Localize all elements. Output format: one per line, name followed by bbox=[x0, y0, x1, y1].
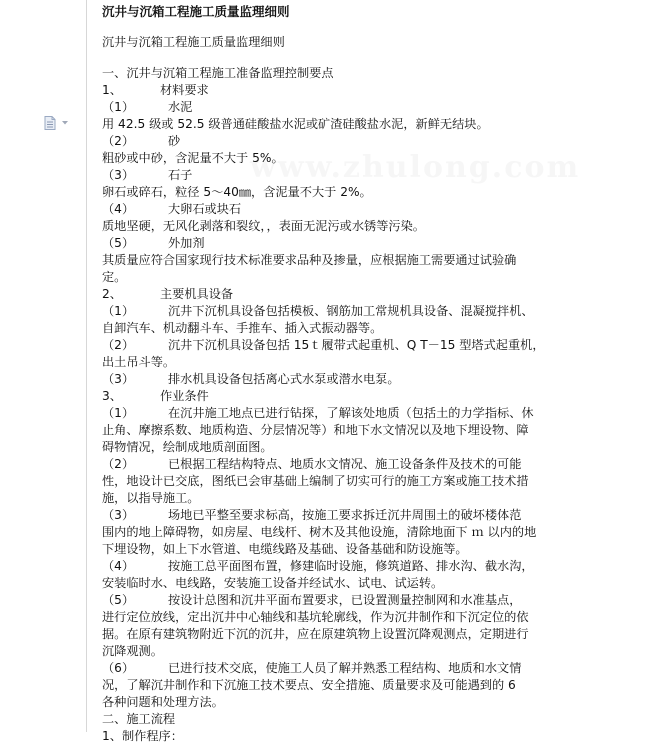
paragraph-line: 已进行技术交底，使施工人员了解并熟悉工程结构、地质和水文情 bbox=[168, 661, 522, 675]
paragraph-line: 排水机具设备包括离心式水泵或潜水电泵。 bbox=[168, 372, 400, 386]
paragraph-line: 已根据工程结构特点、地质水文情况、施工设备条件及技术的可能 bbox=[168, 457, 522, 471]
paragraph-line: 沉降观测。 bbox=[102, 644, 163, 658]
paragraph-line: 进行定位放线，定出沉井中心轴线和基坑轮廓线，作为沉井制作和下沉定位的依 bbox=[102, 610, 529, 624]
list-item bbox=[102, 337, 558, 354]
list-item bbox=[102, 99, 558, 116]
item-number: （2） bbox=[102, 457, 135, 471]
paragraph-line: 性，地设计已交底，图纸已会审基础上编制了切实可行的施工方案或施工技术措 bbox=[102, 474, 529, 488]
subsection-heading bbox=[102, 388, 558, 405]
paragraph-line: 围内的地上障碍物，如房屋、电线杆、树木及其他设施，清除地面下 ｍ 以内的地 bbox=[102, 525, 537, 539]
paragraph-line: 卵石或碎石，粒径 5～40㎜，含泥量不大于 2%。 bbox=[102, 185, 372, 199]
item-label: 石子 bbox=[168, 168, 193, 182]
item-number: （1） bbox=[102, 100, 135, 114]
page-margin-line bbox=[86, 0, 87, 732]
item-label: 主要机具设备 bbox=[160, 287, 234, 301]
item-number: （1） bbox=[102, 304, 135, 318]
item-number: （1） bbox=[102, 406, 135, 420]
list-item bbox=[102, 371, 558, 388]
list-item bbox=[102, 456, 558, 473]
paragraph-line: 自卸汽车、机动翻斗车、手推车、插入式振动器等。 bbox=[102, 321, 383, 335]
document-body bbox=[102, 3, 558, 745]
subsection-heading bbox=[102, 286, 558, 303]
item-number: （5） bbox=[102, 593, 135, 607]
item-number: （3） bbox=[102, 372, 135, 386]
paragraph-line: 质地坚硬，无风化剥落和裂纹，，表面无泥污或水锈等污染。 bbox=[102, 219, 425, 233]
list-item bbox=[102, 201, 558, 218]
paragraph-line: 据。在原有建筑物附近下沉的沉井，应在原建筑物上设置沉降观测点，定期进行 bbox=[102, 627, 529, 641]
paragraph-line: 场地已平整至要求标高，按施工要求拆迁沉井周围土的破坏楼体范 bbox=[168, 508, 522, 522]
item-number: 3、 bbox=[102, 389, 122, 403]
document-subtitle: 沉井与沉箱工程施工质量监理细则 bbox=[102, 35, 285, 49]
paragraph-line: 粗砂或中砂，含泥量不大于 5%。 bbox=[102, 151, 284, 165]
paragraph-line: 碍物情况，绘制成地质剖面图。 bbox=[102, 440, 273, 454]
item-label: 砂 bbox=[168, 134, 181, 148]
paragraph-line: 施，以指导施工。 bbox=[102, 491, 200, 505]
item-number: 2、 bbox=[102, 287, 122, 301]
paragraph-line: 用 42.5 级或 52.5 级普通硅酸盐水泥或矿渣硅酸盐水泥，新鲜无结块。 bbox=[102, 117, 489, 131]
list-item bbox=[102, 592, 558, 609]
document-icon[interactable] bbox=[44, 116, 56, 130]
item-label: 外加剂 bbox=[168, 236, 205, 250]
paragraph-line: 按设计总图和沉井平面布置要求，已设置测量控制网和水准基点， bbox=[168, 593, 522, 607]
list-item bbox=[102, 133, 558, 150]
paragraph-line: 止角、摩擦系数、地质构造、分层情况等）和地下水文情况以及地下埋设物、障 bbox=[102, 423, 529, 437]
paragraph-line: 按施工总平面图布置，修建临时设施，修筑道路、排水沟、截水沟， bbox=[168, 559, 534, 573]
caret-down-icon[interactable] bbox=[61, 120, 69, 126]
list-item bbox=[102, 558, 558, 575]
list-item bbox=[102, 660, 558, 677]
item-number: （6） bbox=[102, 661, 135, 675]
paragraph-line: 各种问题和处理方法。 bbox=[102, 695, 224, 709]
paragraph-line: 定。 bbox=[102, 270, 127, 284]
list-item bbox=[102, 405, 558, 422]
item-number: （2） bbox=[102, 338, 135, 352]
item-number: （3） bbox=[102, 508, 135, 522]
paragraph-line: 安装临时水、电线路，安装施工设备并经试水、试电、试运转。 bbox=[102, 576, 444, 590]
subsection-heading bbox=[102, 82, 558, 99]
section-heading: 二、施工流程 bbox=[102, 712, 176, 726]
document-title: 沉井与沉箱工程施工质量监理细则 bbox=[102, 4, 290, 19]
item-number: （2） bbox=[102, 134, 135, 148]
item-number: （4） bbox=[102, 559, 135, 573]
paragraph-line: 出土吊斗等。 bbox=[102, 355, 176, 369]
subsection-heading: 1、制作程序： bbox=[102, 729, 183, 743]
section-heading: 一、沉井与沉箱工程施工准备监理控制要点 bbox=[102, 66, 334, 80]
item-label: 材料要求 bbox=[160, 83, 209, 97]
item-number: （3） bbox=[102, 168, 135, 182]
list-item bbox=[102, 303, 558, 320]
item-label: 作业条件 bbox=[160, 389, 209, 403]
item-number: （5） bbox=[102, 236, 135, 250]
item-label: 水泥 bbox=[168, 100, 193, 114]
paragraph-line: 下埋设物，如上下水管道、电缆线路及基础、设备基础和防设施等。 bbox=[102, 542, 468, 556]
paragraph-line: 况，了解沉井制作和下沉施工技术要点、安全措施、质量要求及可能遇到的 6 bbox=[102, 678, 516, 692]
item-label: 大卵石或块石 bbox=[168, 202, 242, 216]
paragraph-line: 沉井下沉机具设备包括模板、钢筋加工常规机具设备、混凝搅拌机、 bbox=[168, 304, 534, 318]
paragraph-line: 在沉井施工地点已进行钻探，了解该处地质（包括土的力学指标、休 bbox=[168, 406, 534, 420]
paragraph-line: 其质量应符合国家现行技术标准要求品种及掺量，应根据施工需要通过试验确 bbox=[102, 253, 517, 267]
paragraph-line: 沉井下沉机具设备包括 15ｔ履带式起重机、Q T－15 型塔式起重机， bbox=[168, 338, 545, 352]
list-item bbox=[102, 235, 558, 252]
item-number: 1、 bbox=[102, 83, 122, 97]
list-item bbox=[102, 167, 558, 184]
item-number: （4） bbox=[102, 202, 135, 216]
list-item bbox=[102, 507, 558, 524]
watermark: www.zhulong.com bbox=[250, 150, 581, 185]
